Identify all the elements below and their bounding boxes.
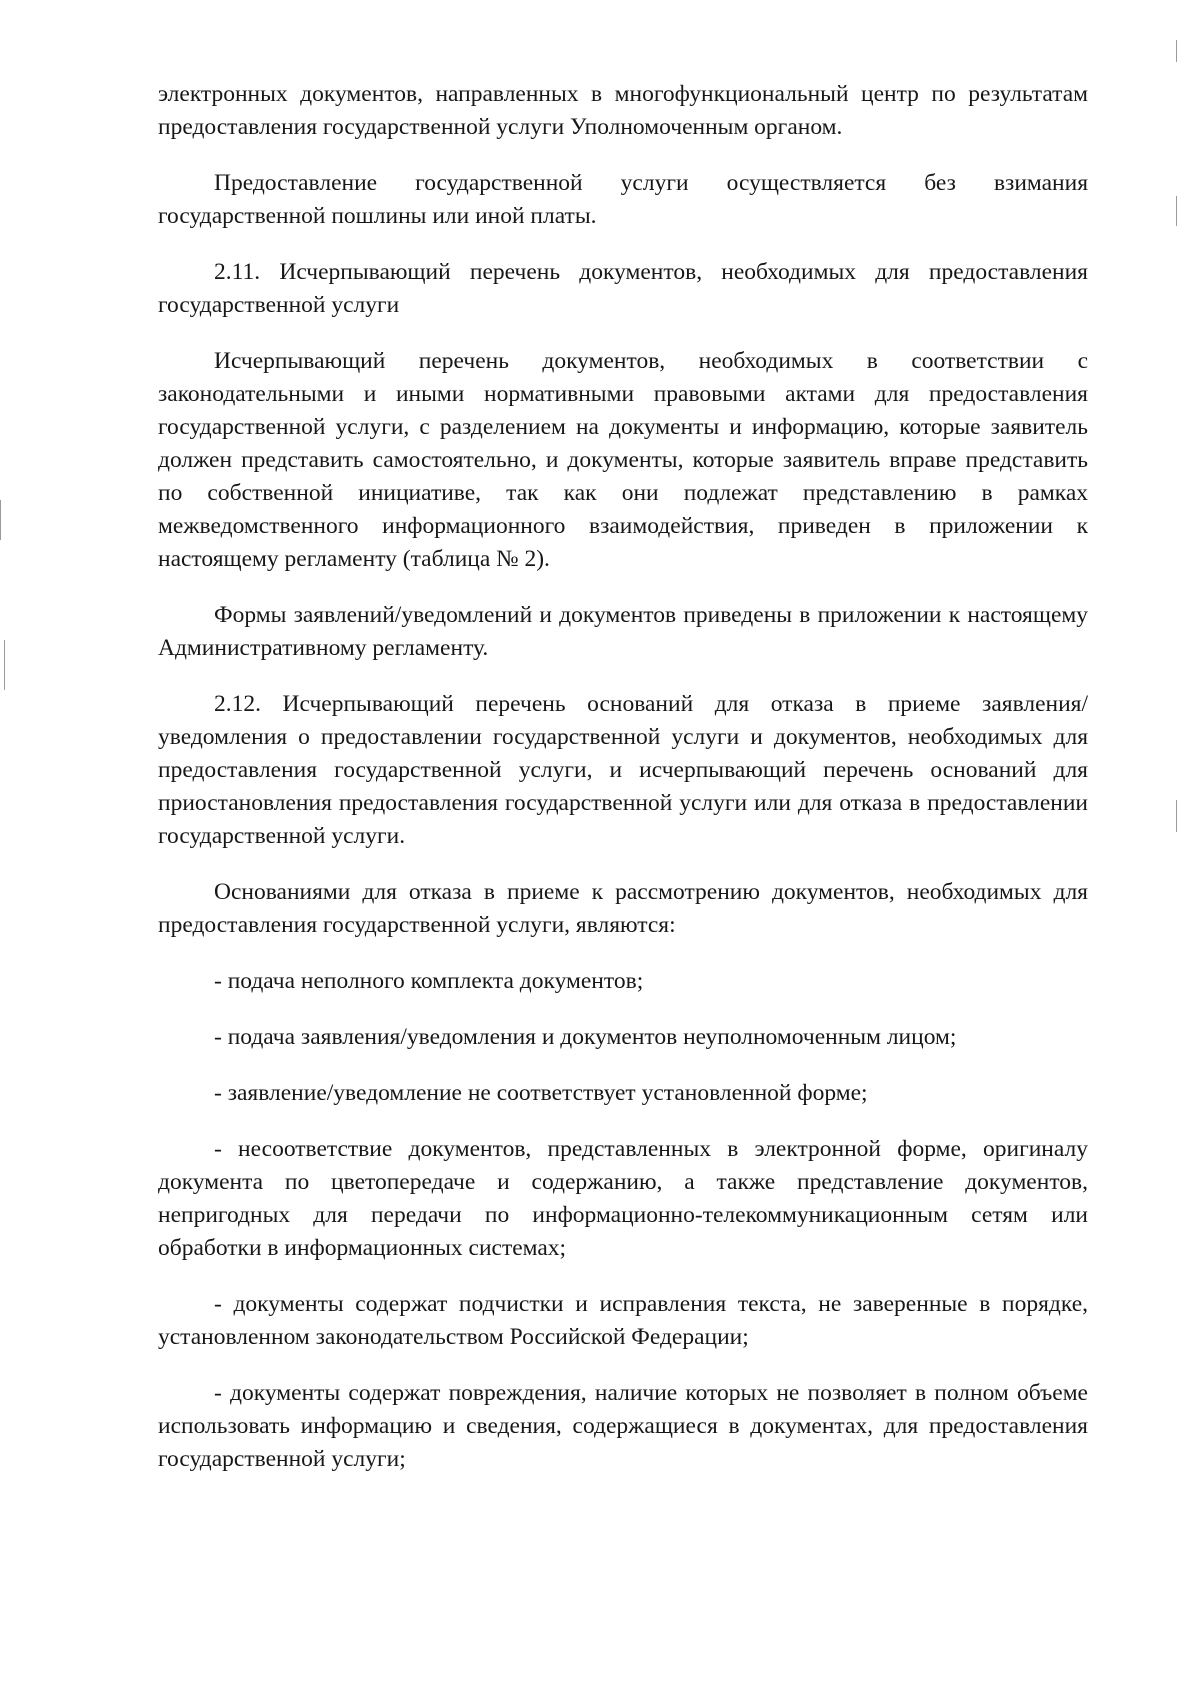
list-item: - заявление/уведомление не соответствует установленной форме; <box>214 1080 868 1106</box>
document-page <box>158 78 1088 1499</box>
paragraph-continuation: электронных документов, направленных в многофункциональный центр по результатам предоставления государственной услуги Уполномоченным органом. <box>158 81 1088 140</box>
list-item: - документы содержат повреждения, наличие которых не позволяет в полном объеме использовать информацию и сведения, содержащиеся в документах, для предоставления государственной услуги; <box>158 1380 1088 1472</box>
scan-edge-mark <box>4 640 5 690</box>
list-item: - документы содержат подчистки и исправления текста, не заверенные в порядке, установленном законодательством Российской Федерации; <box>158 1291 1088 1350</box>
scan-edge-mark <box>1176 40 1177 62</box>
paragraph-documents-list: Исчерпывающий перечень документов, необходимых в соответствии с законодательными и иными нормативными правовыми актами для предоставления государственной услуги, с разделением на документы и информацию, которые заявитель должен представить самостоятельно, и документы, которые заявитель вправе представить по собственной инициативе, так как они подлежат представлению в рамках межведомственного информационного взаимодействия, приведен в приложении к настоящему регламенту (таблица № 2). <box>158 348 1088 572</box>
section-heading-2-11: 2.11. Исчерпывающий перечень документов, необходимых для предоставления государственной услуги <box>158 259 1088 318</box>
paragraph-refusal-grounds: Основаниями для отказа в приеме к рассмотрению документов, необходимых для предоставления государственной услуги, являются: <box>158 879 1088 938</box>
list-item: - подача неполного комплекта документов; <box>214 968 644 994</box>
scan-edge-mark <box>1176 196 1177 226</box>
paragraph-fee: Предоставление государственной услуги осуществляется без взимания государственной пошлины или иной платы. <box>158 170 1088 229</box>
list-item: - несоответствие документов, представленных в электронной форме, оригиналу документа по цветопередаче и содержанию, а также представление документов, непригодных для передачи по информационно-телекоммуникационным сетям или обработки в информационных системах; <box>158 1136 1088 1261</box>
scan-edge-mark <box>0 500 1 540</box>
section-heading-2-12: 2.12. Исчерпывающий перечень оснований для отказа в приеме заявления/уведомления о предоставлении государственной услуги и документов, необходимых для предоставления государственной услуги, и исчерпывающий перечень оснований для приостановления предоставления государственной услуги или для отказа в предоставлении государственной услуги. <box>158 691 1088 849</box>
paragraph-forms: Формы заявлений/уведомлений и документов приведены в приложении к настоящему Административному регламенту. <box>158 602 1088 661</box>
scan-edge-mark <box>1176 800 1177 832</box>
list-item: - подача заявления/уведомления и документов неуполномоченным лицом; <box>214 1024 957 1050</box>
